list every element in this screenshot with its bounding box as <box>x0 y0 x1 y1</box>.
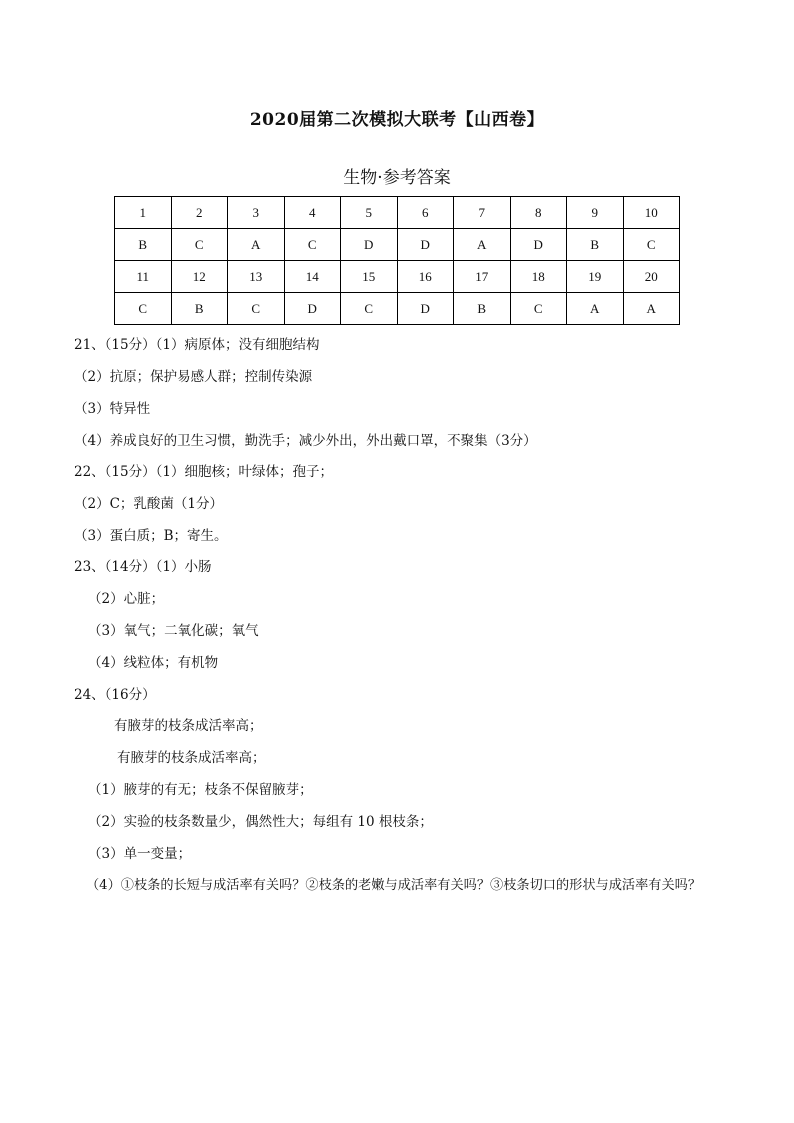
table-cell: 20 <box>623 261 680 293</box>
table-cell: C <box>228 293 285 325</box>
answer-line-23-2: （2）心脏； <box>88 591 165 607</box>
table-row <box>115 229 680 261</box>
table-cell: C <box>115 293 172 325</box>
answer-line-24-3: （3）单一变量； <box>88 846 192 862</box>
answer-line-23-3: （3）氧气；二氧化碳；氧气 <box>88 623 259 639</box>
table-cell: B <box>454 293 511 325</box>
answer-line-22-3: （3）蛋白质；B；寄生。 <box>74 528 228 544</box>
document-subtitle: 生物·参考答案 <box>343 168 451 188</box>
table-cell: C <box>171 229 228 261</box>
table-cell: 11 <box>115 261 172 293</box>
table-cell: 2 <box>171 197 228 229</box>
table-cell: B <box>115 229 172 261</box>
table-cell: 9 <box>567 197 624 229</box>
table-cell: 4 <box>284 197 341 229</box>
table-cell: 12 <box>171 261 228 293</box>
answer-line-21-4: （4）养成良好的卫生习惯，勤洗手；减少外出，外出戴口罩，不聚集（3分） <box>74 433 537 449</box>
table-cell: D <box>510 229 567 261</box>
table-cell: C <box>284 229 341 261</box>
table-cell: 6 <box>397 197 454 229</box>
answer-line-24: 24、（16分） <box>74 687 156 703</box>
table-cell: 16 <box>397 261 454 293</box>
table-cell: 18 <box>510 261 567 293</box>
answer-line-24-1: （1）腋芽的有无；枝条不保留腋芽； <box>88 782 313 798</box>
table-cell: B <box>171 293 228 325</box>
answer-line-21-2: （2）抗原；保护易感人群；控制传染源 <box>74 369 313 385</box>
table-cell: A <box>454 229 511 261</box>
table-row <box>115 261 680 293</box>
table-row <box>115 293 680 325</box>
table-cell: A <box>567 293 624 325</box>
table-cell: 8 <box>510 197 567 229</box>
answer-line-24-2: （2）实验的枝条数量少，偶然性大；每组有 10 根枝条； <box>88 814 433 830</box>
table-cell: 15 <box>341 261 398 293</box>
answer-line-24-4: （4）①枝条的长短与成活率有关吗？②枝条的老嫩与成活率有关吗？③枝条切口的形状与成活率有关吗？ <box>86 878 702 893</box>
answer-line-22: 22、（15分）（1）细胞核；叶绿体；孢子； <box>74 464 333 480</box>
table-row <box>115 197 680 229</box>
answer-line-21-3: （3）特异性 <box>74 401 151 417</box>
table-cell: A <box>228 229 285 261</box>
table-cell: 17 <box>454 261 511 293</box>
table-cell: D <box>397 229 454 261</box>
table-cell: D <box>397 293 454 325</box>
table-cell: D <box>284 293 341 325</box>
answer-line-21: 21、（15分）（1）病原体；没有细胞结构 <box>74 337 320 353</box>
table-cell: C <box>341 293 398 325</box>
table-cell: 19 <box>567 261 624 293</box>
answer-table <box>114 196 680 325</box>
table-cell: C <box>510 293 567 325</box>
document-title: 2020届第二次模拟大联考【山西卷】 <box>249 110 545 130</box>
table-cell: 10 <box>623 197 680 229</box>
answer-line-24-conclusion: 有腋芽的枝条成活率高； <box>117 750 266 766</box>
table-cell: B <box>567 229 624 261</box>
answer-line-23: 23、（14分）（1）小肠 <box>74 559 212 575</box>
table-cell: D <box>341 229 398 261</box>
table-cell: 1 <box>115 197 172 229</box>
answer-line-23-4: （4）线粒体；有机物 <box>88 655 219 671</box>
table-cell: C <box>623 229 680 261</box>
answer-line-22-2: （2）C；乳酸菌（1分） <box>74 496 224 512</box>
table-cell: 5 <box>341 197 398 229</box>
table-cell: 14 <box>284 261 341 293</box>
table-cell: 13 <box>228 261 285 293</box>
table-cell: A <box>623 293 680 325</box>
table-cell: 3 <box>228 197 285 229</box>
table-cell: 7 <box>454 197 511 229</box>
answer-line-24-hypothesis: 有腋芽的枝条成活率高； <box>114 718 263 734</box>
